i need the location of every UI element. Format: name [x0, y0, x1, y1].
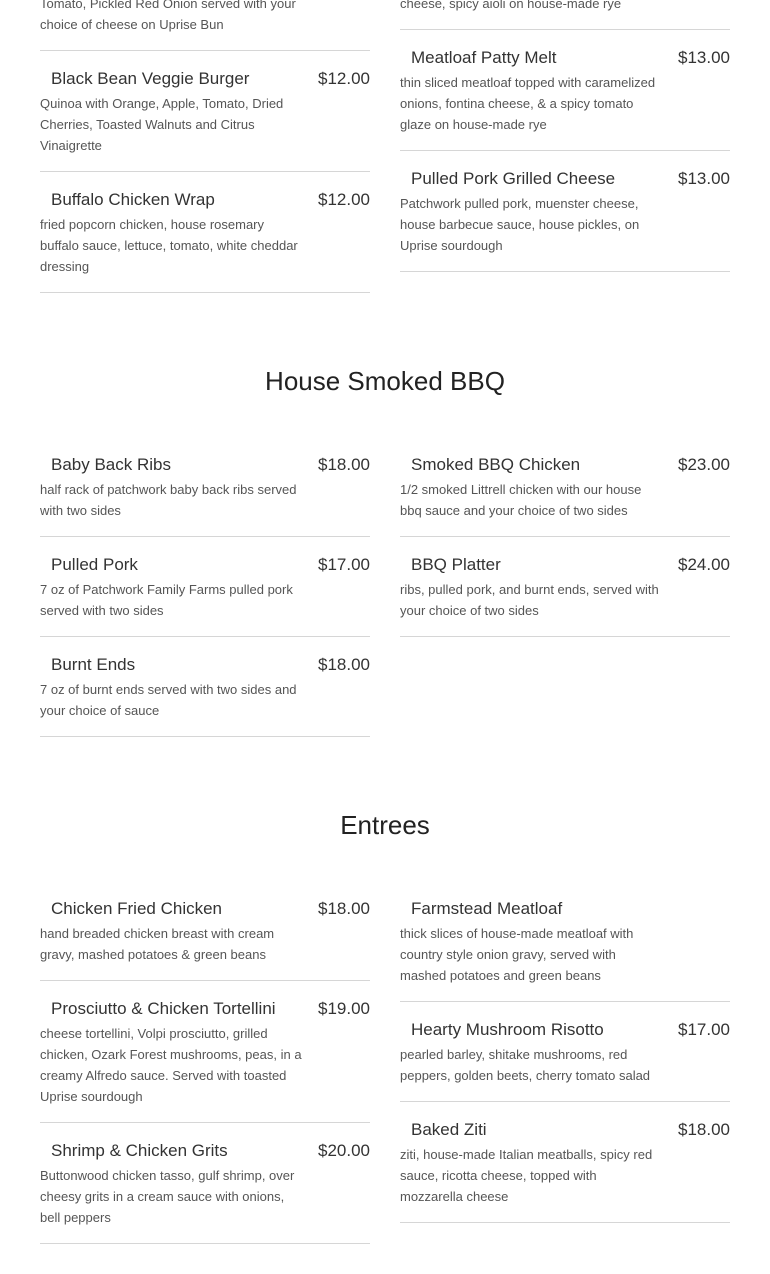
menu-item[interactable] — [400, 151, 730, 272]
menu-item[interactable] — [40, 172, 370, 293]
item-name: Hearty Mushroom Risotto — [411, 1020, 604, 1039]
item-description: ziti, house-made Italian meatballs, spicy red sauce, ricotta cheese, topped with mozzarella cheese — [400, 1147, 653, 1204]
section-title-entrees: Entrees — [340, 810, 430, 840]
item-name: Smoked BBQ Chicken — [411, 455, 581, 474]
menu-item[interactable] — [400, 437, 730, 537]
item-price: $12.00 — [318, 190, 370, 209]
menu-item[interactable] — [40, 881, 370, 981]
item-description: cheese, spicy aioli on house-made rye — [400, 0, 622, 11]
item-price: $19.00 — [318, 999, 370, 1018]
menu-item-partial — [400, 0, 730, 30]
item-name: Black Bean Veggie Burger — [51, 69, 250, 88]
menu-item[interactable] — [40, 637, 370, 737]
item-name: Baked Ziti — [411, 1120, 487, 1139]
item-description: pearled barley, shitake mushrooms, red peppers, golden beets, cherry tomato salad — [400, 1047, 651, 1083]
menu-item[interactable] — [40, 437, 370, 537]
item-description: Tomato, Pickled Red Onion served with your choice of cheese on Uprise Bun — [40, 0, 296, 32]
item-name: Baby Back Ribs — [51, 455, 171, 474]
entrees-right-column — [400, 881, 730, 1223]
item-description: 7 oz of Patchwork Family Farms pulled pork served with two sides — [40, 582, 293, 618]
item-price: $12.00 — [318, 69, 370, 88]
item-price: $17.00 — [678, 1020, 730, 1039]
item-name: Burnt Ends — [51, 655, 136, 674]
item-description: fried popcorn chicken, house rosemary buffalo sauce, lettuce, tomato, white cheddar dressing — [40, 217, 298, 274]
item-price: $17.00 — [318, 555, 370, 574]
item-name: Pulled Pork Grilled Cheese — [411, 169, 616, 188]
menu-item[interactable] — [40, 1123, 370, 1244]
menu-item[interactable] — [400, 881, 730, 1002]
item-description: Patchwork pulled pork, muenster cheese, house barbecue sauce, house pickles, on Uprise sourdough — [400, 196, 640, 253]
item-description: cheese tortellini, Volpi prosciutto, grilled chicken, Ozark Forest mushrooms, peas, in a creamy Alfredo sauce. Served with toasted Uprise sourdough — [40, 1026, 302, 1104]
item-description: Quinoa with Orange, Apple, Tomato, Dried Cherries, Toasted Walnuts and Citrus Vinaigrette — [40, 96, 284, 153]
item-price: $20.00 — [318, 1141, 370, 1160]
item-name: Buffalo Chicken Wrap — [51, 190, 215, 209]
item-description: hand breaded chicken breast with cream gravy, mashed potatoes & green beans — [40, 926, 275, 962]
item-name: Meatloaf Patty Melt — [411, 48, 557, 67]
menu-item[interactable] — [400, 30, 730, 151]
item-price: $18.00 — [678, 1120, 730, 1139]
item-name: Farmstead Meatloaf — [411, 899, 563, 918]
sandwiches-right-column — [400, 0, 730, 272]
menu-item[interactable] — [400, 1102, 730, 1223]
item-price: $18.00 — [318, 455, 370, 474]
bbq-left-column — [40, 437, 370, 737]
section-title-bbq: House Smoked BBQ — [265, 366, 505, 396]
item-price: $13.00 — [678, 169, 730, 188]
item-description: 7 oz of burnt ends served with two sides and your choice of sauce — [40, 682, 297, 718]
item-name: Shrimp & Chicken Grits — [51, 1141, 228, 1160]
menu-item[interactable] — [40, 981, 370, 1123]
menu-item[interactable] — [400, 537, 730, 637]
item-description: thick slices of house-made meatloaf with country style onion gravy, served with mashed potatoes and green beans — [400, 926, 634, 983]
item-price: $23.00 — [678, 455, 730, 474]
item-name: Pulled Pork — [51, 555, 138, 574]
menu-item-partial — [40, 0, 370, 51]
item-price: $13.00 — [678, 48, 730, 67]
item-name: BBQ Platter — [411, 555, 501, 574]
item-description: 1/2 smoked Littrell chicken with our house bbq sauce and your choice of two sides — [400, 482, 642, 518]
menu-item[interactable] — [40, 537, 370, 637]
item-description: thin sliced meatloaf topped with caramelized onions, fontina cheese, & a spicy tomato glaze on house-made rye — [400, 75, 656, 132]
item-description: Buttonwood chicken tasso, gulf shrimp, over cheesy grits in a cream sauce with onions, bell peppers — [40, 1168, 295, 1225]
item-name: Chicken Fried Chicken — [51, 899, 223, 918]
item-name: Prosciutto & Chicken Tortellini — [51, 999, 276, 1018]
item-description: half rack of patchwork baby back ribs served with two sides — [40, 482, 297, 518]
item-description: ribs, pulled pork, and burnt ends, served with your choice of two sides — [400, 582, 659, 618]
item-price: $18.00 — [318, 899, 370, 918]
menu-item[interactable] — [40, 51, 370, 172]
item-price: $18.00 — [318, 655, 370, 674]
sandwiches-left-column — [40, 0, 370, 293]
item-price: $24.00 — [678, 555, 730, 574]
menu-item[interactable] — [400, 1002, 730, 1102]
bbq-right-column — [400, 437, 730, 637]
entrees-left-column — [40, 881, 370, 1244]
